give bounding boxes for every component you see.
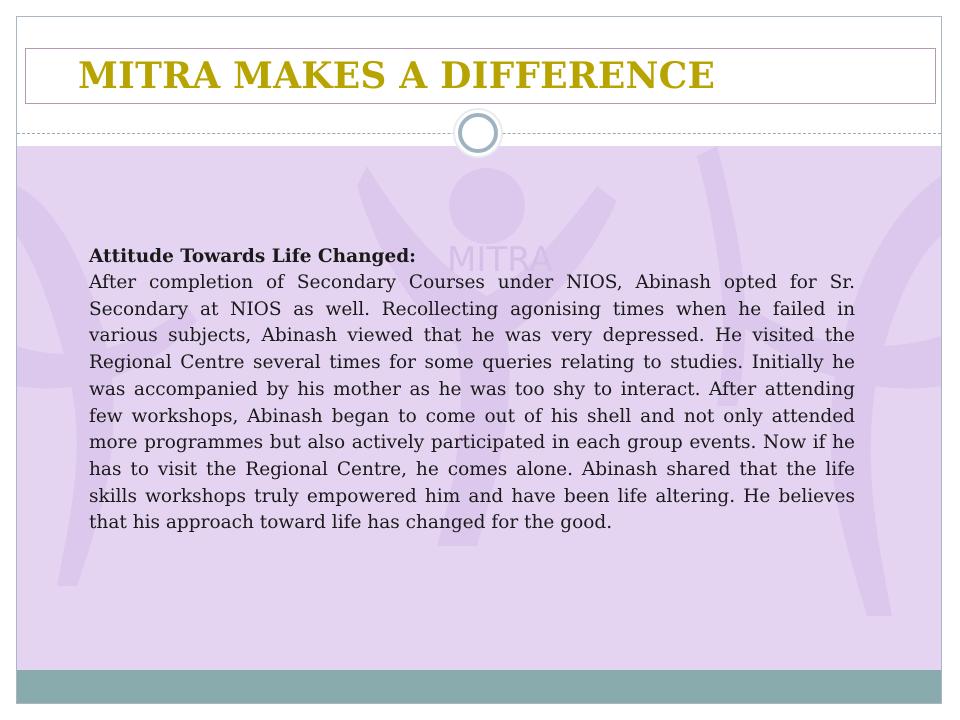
watermark-figure-center-head — [449, 168, 525, 244]
section-heading: Attitude Towards Life Changed: — [89, 246, 417, 267]
slide-title: MITRA MAKES A DIFFERENCE — [78, 55, 716, 97]
watermark-text: MITRA — [447, 240, 553, 280]
bottom-bar — [17, 670, 941, 703]
ring-icon — [452, 107, 504, 159]
body-paragraph: After completion of Secondary Courses under NIOS, Abinash opted for Sr. Secondary at NIOS as well. Recollecting agonising times when he failed in various subjects, Abinash viewed that he was very depressed. He visited the Regional Centre several times for some queries relating to studies. Initially he was accompanied by his mother as he was too shy to interact. After attending few workshops, Abinash began to come out of his shell and not only attended more programmes but also actively participated in each group events. Now if he has to visit the Regional Centre, he comes alone. Abinash shared that the life skills workshops truly empowered him and have been life altering. He believes that his approach toward life has changed for the good. — [89, 272, 855, 534]
title-box — [25, 48, 936, 104]
content-text-block — [89, 244, 855, 537]
